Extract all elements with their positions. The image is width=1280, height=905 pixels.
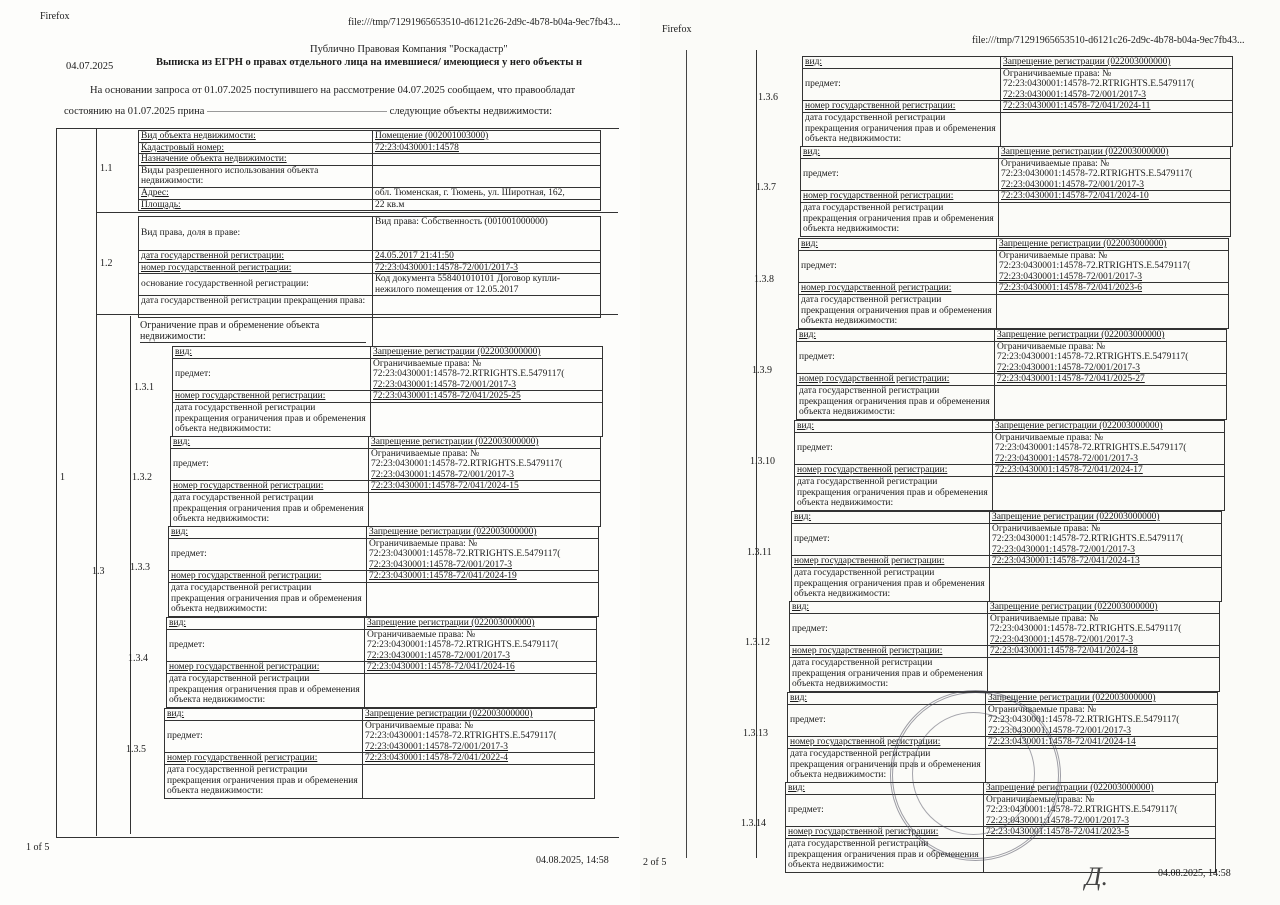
table-row — [790, 657, 1220, 691]
subject-line-2: 72:23:0430001:14578-72.RTRIGHTS.E.5479117( — [992, 534, 1184, 545]
restriction-number: 1.3.7 — [756, 182, 776, 193]
table-row — [171, 437, 601, 449]
field-label: номер государственной регистрации: — [165, 753, 363, 765]
right-info-table — [138, 216, 601, 318]
field-label: номер государственной регистрации: — [797, 374, 995, 386]
registration-number: 72:23:0430001:14578-72/041/2024-11 — [1001, 101, 1233, 113]
restriction-table — [791, 511, 1222, 602]
restriction-subject — [999, 158, 1231, 191]
table-row — [801, 158, 1231, 191]
restriction-block — [130, 526, 598, 617]
field-label: вид: — [792, 512, 990, 524]
subject-line-2: 72:23:0430001:14578-72.RTRIGHTS.E.5479117( — [371, 459, 563, 470]
handwritten-signature: Д. — [1085, 862, 1109, 891]
restriction-subject — [997, 250, 1229, 283]
table-row — [171, 481, 601, 493]
restriction-number: 1.3.11 — [747, 547, 772, 558]
table-row — [165, 709, 595, 721]
field-label: номер государственной регистрации: — [786, 827, 984, 839]
field-label: вид: — [167, 618, 365, 630]
field-label: дата государственной регистрации прекращения ограничения прав и обременения объекта недвижимости: — [165, 764, 363, 798]
field-label: вид: — [786, 783, 984, 795]
field-label: номер государственной регистрации: — [139, 262, 373, 274]
registration-number: 72:23:0430001:14578-72/041/2023-6 — [997, 283, 1229, 295]
restriction-number: 1.3.3 — [130, 562, 150, 573]
subject-line-1: Ограничиваемые права: № — [995, 432, 1104, 443]
restriction-number: 1.3.2 — [132, 472, 152, 483]
subject-line-3: 72:23:0430001:14578-72/001/2017-3 — [371, 469, 515, 480]
section-1-1: 1.1 — [100, 163, 113, 174]
table-row — [139, 131, 601, 143]
field-label: предмет: — [171, 448, 369, 481]
field-label: предмет: — [799, 250, 997, 283]
field-label: вид: — [803, 57, 1001, 69]
table-row — [790, 602, 1220, 614]
field-value — [1001, 112, 1233, 146]
table-row — [799, 250, 1229, 283]
subject-line-3: 72:23:0430001:14578-72/001/2017-3 — [999, 271, 1143, 282]
subject-line-2: 72:23:0430001:14578-72.RTRIGHTS.E.5479117( — [997, 352, 1189, 363]
table-row — [803, 68, 1233, 101]
field-label: вид: — [173, 347, 371, 359]
field-value — [999, 202, 1231, 236]
registration-number: 72:23:0430001:14578-72/041/2023-5 — [984, 827, 1216, 839]
intro-line-2-end: следующие объекты недвижимости: — [389, 106, 553, 117]
table-row — [799, 283, 1229, 295]
field-label: вид: — [799, 239, 997, 251]
field-value: 24.05.2017 21:41:50 — [373, 251, 601, 263]
table-row — [139, 262, 601, 274]
restriction-table — [168, 526, 599, 617]
section-1-2: 1.2 — [100, 258, 113, 269]
restriction-table — [800, 146, 1231, 237]
page-footer-left: 1 of 5 — [26, 842, 50, 853]
restriction-number: 1.3.1 — [134, 382, 154, 393]
field-label: Виды разрешенного использования объекта недвижимости: — [139, 165, 373, 187]
field-label: предмет: — [786, 794, 984, 827]
subject-line-2: 72:23:0430001:14578-72.RTRIGHTS.E.5479117( — [1001, 169, 1193, 180]
restriction-subject — [993, 432, 1225, 465]
restriction-subject — [1001, 68, 1233, 101]
file-url: file:///tmp/71291965653510-d6121c26-2d9c-4b78-b04a-9ec7fb43... — [972, 35, 1245, 46]
field-value: обл. Тюменская, г. Тюмень, ул. Широтная, 162, — [373, 187, 601, 199]
restriction-block — [747, 511, 1221, 602]
restriction-table — [172, 346, 603, 437]
field-label: дата государственной регистрации прекращения ограничения прав и обременения объекта недвижимости: — [786, 838, 984, 872]
subject-line-2: 72:23:0430001:14578-72.RTRIGHTS.E.5479117( — [373, 369, 565, 380]
field-label: предмет: — [801, 158, 999, 191]
field-label: номер государственной регистрации: — [788, 737, 986, 749]
subject-line-1: Ограничиваемые права: № — [1003, 68, 1112, 79]
subject-line-3: 72:23:0430001:14578-72/001/2017-3 — [369, 559, 513, 570]
table-row — [795, 476, 1225, 510]
restriction-type: Запрещение регистрации (022003000000) — [986, 693, 1218, 705]
restriction-table — [164, 708, 595, 799]
table-row — [173, 358, 603, 391]
field-label: Кадастровый номер: — [139, 142, 373, 154]
field-value — [369, 492, 601, 526]
subject-line-3: 72:23:0430001:14578-72/001/2017-3 — [373, 379, 517, 390]
subject-line-3: 72:23:0430001:14578-72/001/2017-3 — [988, 725, 1132, 736]
restriction-type: Запрещение регистрации (022003000000) — [990, 512, 1222, 524]
field-value — [365, 673, 597, 707]
subject-line-1: Ограничиваемые права: № — [367, 629, 476, 640]
table-row — [169, 582, 599, 616]
field-label: дата государственной регистрации прекращения ограничения прав и обременения объекта недвижимости: — [171, 492, 369, 526]
field-label: вид: — [795, 421, 993, 433]
restriction-table — [798, 238, 1229, 329]
field-label: Площадь: — [139, 199, 373, 211]
restriction-block — [128, 617, 596, 708]
restriction-block — [134, 346, 602, 437]
field-label: предмет: — [795, 432, 993, 465]
restriction-block — [752, 329, 1226, 420]
table-row — [792, 567, 1222, 601]
field-label: дата государственной регистрации прекращения ограничения прав и обременения объекта недвижимости: — [795, 476, 993, 510]
page-footer-right: 04.08.2025, 14:58 — [536, 855, 609, 866]
table-row — [801, 147, 1231, 159]
field-label: номер государственной регистрации: — [173, 391, 371, 403]
field-label: дата государственной регистрации прекращения ограничения прав и обременения объекта недвижимости: — [173, 402, 371, 436]
field-label: дата государственной регистрации прекращения ограничения прав и обременения объекта недвижимости: — [169, 582, 367, 616]
table-row — [803, 57, 1233, 69]
restriction-block — [756, 146, 1230, 237]
document-title: Выписка из ЕГРН о правах отдельного лица на имевшиеся/ имеющиеся у него объекты н — [156, 57, 583, 68]
restriction-table — [794, 420, 1225, 511]
subject-line-2: 72:23:0430001:14578-72.RTRIGHTS.E.5479117( — [988, 715, 1180, 726]
table-row — [803, 101, 1233, 113]
restriction-type: Запрещение регистрации (022003000000) — [999, 147, 1231, 159]
table-row — [167, 629, 597, 662]
subject-line-1: Ограничиваемые права: № — [999, 250, 1108, 261]
restriction-subject — [995, 341, 1227, 374]
restriction-subject — [363, 720, 595, 753]
table-row — [801, 202, 1231, 236]
table-row — [797, 374, 1227, 386]
subject-line-1: Ограничиваемые права: № — [365, 720, 474, 731]
subject-line-2: 72:23:0430001:14578-72.RTRIGHTS.E.5479117( — [367, 640, 559, 651]
field-label: вид: — [801, 147, 999, 159]
registration-number: 72:23:0430001:14578-72/041/2025-25 — [371, 391, 603, 403]
subject-line-1: Ограничиваемые права: № — [988, 704, 1097, 715]
table-row — [169, 571, 599, 583]
field-value — [988, 657, 1220, 691]
table-row — [792, 523, 1222, 556]
registration-number: 72:23:0430001:14578-72/041/2022-4 — [363, 753, 595, 765]
field-label: предмет: — [169, 538, 367, 571]
field-label: предмет: — [792, 523, 990, 556]
field-label: дата государственной регистрации прекращения ограничения прав и обременения объекта недвижимости: — [167, 673, 365, 707]
field-label: дата государственной регистрации: — [139, 251, 373, 263]
restriction-table — [796, 329, 1227, 420]
restriction-label: Ограничение прав и обременение объекта недвижимости: — [140, 320, 366, 343]
restriction-type: Запрещение регистрации (022003000000) — [984, 783, 1216, 795]
field-value: Вид права: Собственность (001001000000) — [373, 217, 601, 251]
restriction-block — [758, 56, 1232, 147]
table-row — [173, 391, 603, 403]
field-value: 72:23:0430001:14578-72/001/2017-3 — [373, 262, 601, 274]
field-label: номер государственной регистрации: — [803, 101, 1001, 113]
field-value — [990, 567, 1222, 601]
restriction-number: 1.3.10 — [750, 456, 775, 467]
field-label: предмет: — [165, 720, 363, 753]
table-row — [169, 538, 599, 571]
restriction-table — [802, 56, 1233, 147]
field-value — [993, 476, 1225, 510]
table-row — [139, 187, 601, 199]
registration-number: 72:23:0430001:14578-72/041/2024-16 — [365, 662, 597, 674]
subject-line-3: 72:23:0430001:14578-72/001/2017-3 — [1003, 89, 1147, 100]
restriction-type: Запрещение регистрации (022003000000) — [995, 330, 1227, 342]
subject-line-2: 72:23:0430001:14578-72.RTRIGHTS.E.5479117( — [995, 443, 1187, 454]
restriction-number: 1.3.4 — [128, 653, 148, 664]
field-value — [373, 154, 601, 166]
field-label: вид: — [169, 527, 367, 539]
file-url: file:///tmp/71291965653510-d6121c26-2d9c-4b78-b04a-9ec7fb43... — [348, 17, 621, 28]
field-label: предмет: — [173, 358, 371, 391]
subject-line-3: 72:23:0430001:14578-72/001/2017-3 — [997, 362, 1141, 373]
subject-line-2: 72:23:0430001:14578-72.RTRIGHTS.E.5479117( — [1003, 79, 1195, 90]
subject-line-3: 72:23:0430001:14578-72/001/2017-3 — [1001, 179, 1145, 190]
registration-number: 72:23:0430001:14578-72/041/2024-15 — [369, 481, 601, 493]
restriction-subject — [371, 358, 603, 391]
field-label: вид: — [797, 330, 995, 342]
subject-line-2: 72:23:0430001:14578-72.RTRIGHTS.E.5479117( — [365, 731, 557, 742]
table-row — [801, 191, 1231, 203]
table-row — [799, 294, 1229, 328]
table-row — [139, 199, 601, 211]
registration-number: 72:23:0430001:14578-72/041/2024-17 — [993, 465, 1225, 477]
field-label: номер государственной регистрации: — [801, 191, 999, 203]
field-label: Вид объекта недвижимости: — [139, 131, 373, 143]
field-value — [363, 764, 595, 798]
table-row — [139, 142, 601, 154]
field-label: предмет: — [167, 629, 365, 662]
field-label: предмет: — [803, 68, 1001, 101]
table-row — [165, 753, 595, 765]
restriction-table — [166, 617, 597, 708]
subject-line-1: Ограничиваемые права: № — [990, 613, 1099, 624]
field-label: дата государственной регистрации прекращения ограничения прав и обременения объекта недвижимости: — [803, 112, 1001, 146]
field-label: Адрес: — [139, 187, 373, 199]
subject-line-1: Ограничиваемые права: № — [992, 523, 1101, 534]
restriction-type: Запрещение регистрации (022003000000) — [371, 347, 603, 359]
page-footer-left: 2 of 5 — [643, 857, 667, 868]
restriction-block — [132, 436, 600, 527]
table-row — [171, 492, 601, 526]
object-info-table — [138, 130, 601, 211]
subject-line-3: 72:23:0430001:14578-72/001/2017-3 — [992, 544, 1136, 555]
table-row — [169, 527, 599, 539]
subject-line-2: 72:23:0430001:14578-72.RTRIGHTS.E.5479117( — [990, 624, 1182, 635]
field-label: номер государственной регистрации: — [792, 556, 990, 568]
table-row — [165, 764, 595, 798]
table-row — [792, 512, 1222, 524]
table-row — [167, 662, 597, 674]
restriction-table — [170, 436, 601, 527]
col-divider — [96, 128, 97, 836]
table-row — [167, 618, 597, 630]
field-label: вид: — [165, 709, 363, 721]
field-label: дата государственной регистрации прекращения ограничения прав и обременения объекта недвижимости: — [799, 294, 997, 328]
field-label: вид: — [171, 437, 369, 449]
restriction-block — [126, 708, 594, 799]
table-row — [167, 673, 597, 707]
restriction-number: 1.3.5 — [126, 744, 146, 755]
subject-line-1: Ограничиваемые права: № — [1001, 158, 1110, 169]
subject-line-1: Ограничиваемые права: № — [369, 538, 478, 549]
section-1-3: 1.3 — [92, 566, 105, 577]
intro-line-1: На основании запроса от 01.07.2025 поступившего на рассмотрение 04.07.2025 сообщаем, что правообладат — [90, 85, 576, 96]
page-footer-right: 04.08.2025, 14:58 — [1158, 868, 1231, 879]
field-value: 72:23:0430001:14578 — [373, 142, 601, 154]
field-label: дата государственной регистрации прекращения ограничения прав и обременения объекта недвижимости: — [788, 748, 986, 782]
field-label: номер государственной регистрации: — [167, 662, 365, 674]
table-row — [797, 341, 1227, 374]
subject-line-1: Ограничиваемые права: № — [371, 448, 480, 459]
table-row — [797, 330, 1227, 342]
subject-line-2: 72:23:0430001:14578-72.RTRIGHTS.E.5479117( — [369, 549, 561, 560]
table-row — [795, 465, 1225, 477]
restriction-type: Запрещение регистрации (022003000000) — [988, 602, 1220, 614]
restriction-type: Запрещение регистрации (022003000000) — [369, 437, 601, 449]
restriction-subject — [990, 523, 1222, 556]
field-label: дата государственной регистрации прекращения права: — [139, 296, 373, 318]
restriction-block — [745, 601, 1219, 692]
field-value: 22 кв.м — [373, 199, 601, 211]
table-row — [173, 402, 603, 436]
field-value — [995, 385, 1227, 419]
restriction-type: Запрещение регистрации (022003000000) — [993, 421, 1225, 433]
restriction-type: Запрещение регистрации (022003000000) — [363, 709, 595, 721]
table-row — [803, 112, 1233, 146]
subject-line-3: 72:23:0430001:14578-72/001/2017-3 — [365, 741, 509, 752]
field-value — [373, 296, 601, 318]
registration-number: 72:23:0430001:14578-72/041/2024-14 — [986, 737, 1218, 749]
table-row — [792, 556, 1222, 568]
field-label: номер государственной регистрации: — [799, 283, 997, 295]
field-label: вид: — [788, 693, 986, 705]
field-label: номер государственной регистрации: — [171, 481, 369, 493]
subject-line-1: Ограничиваемые права: № — [997, 341, 1106, 352]
field-label: номер государственной регистрации: — [795, 465, 993, 477]
field-value: Помещение (002001003000) — [373, 131, 601, 143]
field-value — [371, 402, 603, 436]
restriction-subject — [367, 538, 599, 571]
field-value — [373, 165, 601, 187]
restriction-type: Запрещение регистрации (022003000000) — [1001, 57, 1233, 69]
subject-line-1: Ограничиваемые права: № — [986, 794, 1095, 805]
browser-name: Firefox — [40, 11, 70, 22]
field-value — [997, 294, 1229, 328]
table-row — [139, 296, 601, 318]
registration-number: 72:23:0430001:14578-72/041/2024-13 — [990, 556, 1222, 568]
restriction-number: 1.3.9 — [752, 365, 772, 376]
browser-name: Firefox — [662, 24, 692, 35]
restriction-number: 1.3.14 — [741, 818, 766, 829]
restriction-table — [789, 601, 1220, 692]
field-label: номер государственной регистрации: — [790, 646, 988, 658]
registration-number: 72:23:0430001:14578-72/041/2025-27 — [995, 374, 1227, 386]
official-stamp-inner — [912, 712, 1035, 835]
field-label: предмет: — [790, 613, 988, 646]
intro-line-2 — [64, 106, 552, 117]
field-label: Назначение объекта недвижимости: — [139, 154, 373, 166]
table-row — [797, 385, 1227, 419]
restriction-number: 1.3.12 — [745, 637, 770, 648]
table-row — [795, 432, 1225, 465]
restriction-block — [754, 238, 1228, 329]
restriction-type: Запрещение регистрации (022003000000) — [367, 527, 599, 539]
subject-line-1: Ограничиваемые права: № — [373, 358, 482, 369]
table-row — [171, 448, 601, 481]
restriction-number: 1.3.8 — [754, 274, 774, 285]
subject-line-2: 72:23:0430001:14578-72.RTRIGHTS.E.5479117( — [986, 805, 1178, 816]
registration-number: 72:23:0430001:14578-72/041/2024-10 — [999, 191, 1231, 203]
restriction-block — [750, 420, 1224, 511]
restriction-number: 1.3.6 — [758, 92, 778, 103]
field-label: предмет: — [788, 704, 986, 737]
restriction-subject — [369, 448, 601, 481]
subject-line-3: 72:23:0430001:14578-72/001/2017-3 — [367, 650, 511, 661]
field-label: номер государственной регистрации: — [169, 571, 367, 583]
field-label: предмет: — [797, 341, 995, 374]
restriction-subject — [365, 629, 597, 662]
intro-line-2-start: состоянию на 01.07.2025 прина — [64, 106, 205, 117]
table-row — [795, 421, 1225, 433]
field-label: дата государственной регистрации прекращения ограничения прав и обременения объекта недвижимости: — [790, 657, 988, 691]
restriction-type: Запрещение регистрации (022003000000) — [365, 618, 597, 630]
table-row — [790, 613, 1220, 646]
field-value: Код документа 558401010101 Договор купли-нежилого помещения от 12.05.2017 — [373, 274, 601, 296]
field-value — [367, 582, 599, 616]
table-row — [165, 720, 595, 753]
restriction-number: 1.3.13 — [743, 728, 768, 739]
table-row — [790, 646, 1220, 658]
registration-number: 72:23:0430001:14578-72/041/2024-18 — [988, 646, 1220, 658]
subject-line-3: 72:23:0430001:14578-72/001/2017-3 — [990, 634, 1134, 645]
restriction-type: Запрещение регистрации (022003000000) — [997, 239, 1229, 251]
document-page-2 — [640, 0, 1280, 905]
restriction-subject — [988, 613, 1220, 646]
registration-number: 72:23:0430001:14578-72/041/2024-19 — [367, 571, 599, 583]
subject-line-3: 72:23:0430001:14578-72/001/2017-3 — [986, 815, 1130, 826]
table-row — [139, 217, 601, 251]
subject-line-2: 72:23:0430001:14578-72.RTRIGHTS.E.5479117( — [999, 261, 1191, 272]
field-label: вид: — [790, 602, 988, 614]
table-row — [799, 239, 1229, 251]
field-label: дата государственной регистрации прекращения ограничения прав и обременения объекта недвижимости: — [797, 385, 995, 419]
field-label: дата государственной регистрации прекращения ограничения прав и обременения объекта недвижимости: — [792, 567, 990, 601]
table-row — [173, 347, 603, 359]
table-row — [139, 165, 601, 187]
subject-line-3: 72:23:0430001:14578-72/001/2017-3 — [995, 453, 1139, 464]
field-label: Вид права, доля в праве: — [139, 217, 373, 251]
table-row — [139, 154, 601, 166]
table-row — [139, 251, 601, 263]
document-date: 04.07.2025 — [66, 61, 114, 72]
row-number: 1 — [60, 472, 65, 483]
organization-name: Публично Правовая Компания "Роскадастр" — [310, 44, 508, 55]
field-label: дата государственной регистрации прекращения ограничения прав и обременения объекта недвижимости: — [801, 202, 999, 236]
field-label: основание государственной регистрации: — [139, 274, 373, 296]
table-row — [139, 274, 601, 296]
